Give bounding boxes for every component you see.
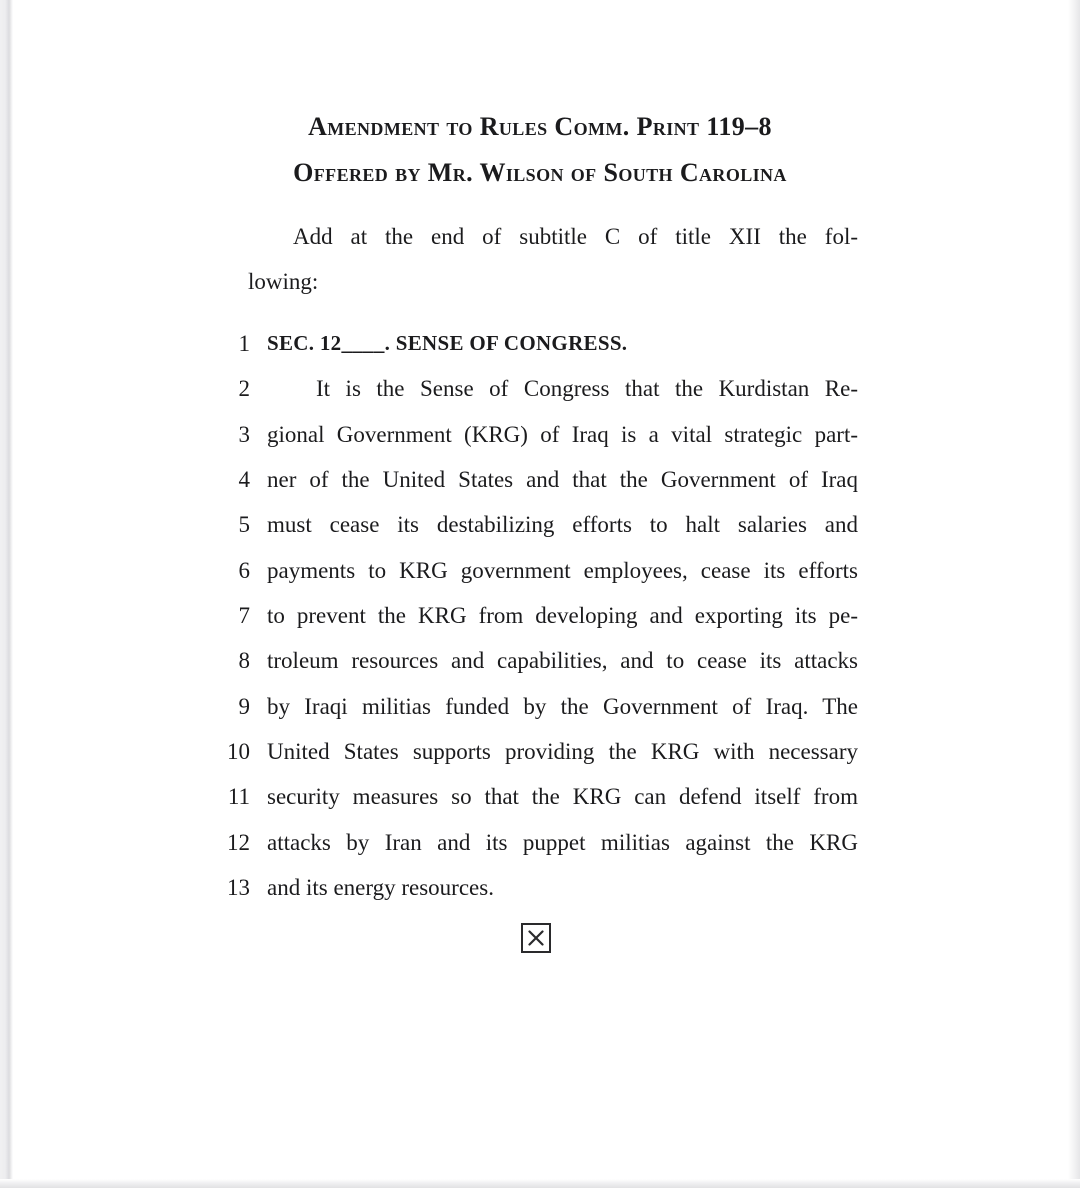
line-number: 6 — [238, 557, 250, 583]
body-line — [0, 774, 1080, 819]
line-text: attacks by Iran and its puppet militias against the KRG — [267, 829, 858, 855]
page-edge-bottom — [0, 1179, 1080, 1188]
document-content — [0, 104, 1080, 953]
amendment-title-line2: Offered by Mr. Wilson of South Carolina — [293, 158, 787, 187]
line-text: It is the Sense of Congress that the Kurdistan Re- — [316, 376, 858, 402]
line-number: 13 — [227, 875, 250, 901]
instruction-line2: lowing: — [248, 269, 319, 294]
line-text: troleum resources and capabilities, and to cease its attacks — [267, 648, 858, 674]
line-number: 1 — [238, 331, 250, 356]
line-text: must cease its destabilizing efforts to halt salaries and — [267, 512, 858, 538]
line-number: 8 — [238, 648, 250, 674]
body-line — [0, 457, 1080, 502]
line-text: by Iraqi militias funded by the Government of Iraq. The — [267, 693, 858, 719]
amendment-title-line1: Amendment to Rules Comm. Print 119–8 — [308, 112, 772, 141]
body-line — [0, 366, 1080, 411]
line-number: 12 — [227, 829, 250, 855]
body-line — [0, 865, 1080, 910]
body-line — [0, 548, 1080, 593]
line-text: security measures so that the KRG can defend itself from — [267, 784, 858, 810]
line-number: 3 — [238, 421, 250, 447]
body-line — [0, 593, 1080, 638]
section-heading-text: SEC. 12____. SENSE OF CONGRESS. — [267, 331, 628, 355]
line-number: 9 — [238, 693, 250, 719]
body-line — [0, 638, 1080, 683]
line-text: ner of the United States and that the Government of Iraq — [267, 467, 858, 493]
body-line — [0, 321, 1080, 366]
body-line — [0, 502, 1080, 547]
line-text: United States supports providing the KRG with necessary — [267, 739, 858, 765]
line-number: 5 — [238, 512, 250, 538]
line-number: 7 — [238, 603, 250, 629]
amendatory-instruction — [248, 214, 858, 304]
body-line — [0, 684, 1080, 729]
line-number: 4 — [238, 467, 250, 493]
instruction-line1: Add at the end of subtitle C of title XII the fol- — [293, 224, 858, 249]
body-line — [0, 412, 1080, 457]
numbered-body-lines — [0, 321, 1080, 910]
line-number: 2 — [238, 376, 250, 402]
body-line — [0, 729, 1080, 774]
body-line — [0, 820, 1080, 865]
line-text: to prevent the KRG from developing and exporting its pe- — [267, 603, 858, 629]
line-number: 11 — [227, 784, 250, 810]
end-of-amendment-boxed-x-icon — [521, 923, 551, 953]
line-number: 10 — [227, 739, 250, 765]
line-text: gional Government (KRG) of Iraq is a vital strategic part- — [267, 421, 858, 447]
line-text: payments to KRG government employees, cease its efforts — [267, 557, 858, 583]
line-text: and its energy resources. — [267, 875, 494, 901]
